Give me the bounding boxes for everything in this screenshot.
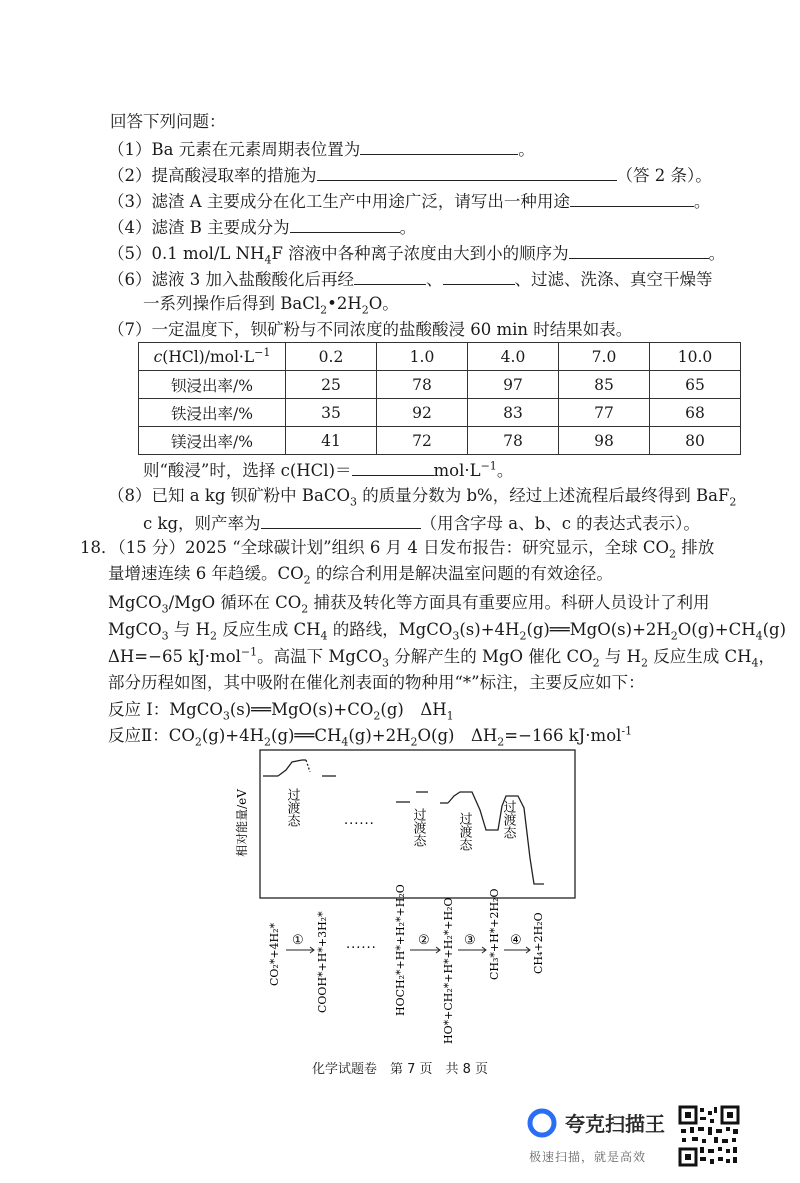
step-label: ④ bbox=[510, 933, 522, 948]
species-label: CH₃*+H*+2H₂O bbox=[488, 888, 501, 980]
ts1-descend bbox=[306, 760, 310, 772]
table-cell: 72 bbox=[377, 427, 468, 455]
ts-label-3: 过渡态 bbox=[456, 812, 472, 851]
question-18-line2: 量增速连续 6 年趋缓。$CO_2$ 的综合利用是解决温室问题的有效途径。 bbox=[108, 564, 613, 587]
question-1: （1）Ba 元素在元素周期表位置为 。 bbox=[108, 137, 535, 161]
brand-name: 夸克扫描王 bbox=[565, 1112, 665, 1136]
answer-blank[interactable] bbox=[443, 267, 515, 285]
step-label: ② bbox=[418, 933, 430, 948]
table-cell: 92 bbox=[377, 399, 468, 427]
table-cell: 80 bbox=[650, 427, 741, 455]
table-cell: 7.0 bbox=[559, 343, 650, 371]
qr-code-icon[interactable] bbox=[678, 1105, 740, 1167]
question-18-line3: MgCO$_3$/MgO 循环在 $CO_2$ 捕获及转化等方面具有重要应用。科研人员设计了利用 bbox=[108, 593, 710, 616]
question-7: （7）一定温度下，钡矿粉与不同浓度的盐酸酸浸 60 min 时结果如表。 bbox=[108, 320, 633, 339]
table-cell: 98 bbox=[559, 427, 650, 455]
question-8-line2: c kg，则产率为 （用含字母 a、b、c 的表达式表示）。 bbox=[143, 511, 700, 535]
answer-blank[interactable] bbox=[317, 163, 617, 181]
answer-blank[interactable] bbox=[261, 511, 421, 529]
table-cell: 1.0 bbox=[377, 343, 468, 371]
step-label: ① bbox=[292, 933, 304, 948]
answer-blank[interactable] bbox=[352, 458, 434, 476]
question-4: （4）滤渣 B 主要成分为 。 bbox=[108, 215, 416, 239]
species-label: CH₄+2H₂O bbox=[532, 912, 545, 974]
table-cell: 77 bbox=[559, 399, 650, 427]
question-2: （2）提高酸浸取率的措施为 （答 2 条）。 bbox=[108, 163, 712, 187]
row-label: 钡浸出率/% bbox=[139, 371, 286, 399]
leaching-table bbox=[138, 342, 741, 455]
question-6-line2: 一系列操作后得到 $BaCl_2•2H_2O$。 bbox=[143, 294, 399, 317]
table-cell: 68 bbox=[650, 399, 741, 427]
ts-label-4: 过渡态 bbox=[500, 800, 516, 839]
table-cell: 85 bbox=[559, 371, 650, 399]
table-row bbox=[139, 399, 741, 427]
answer-blank[interactable] bbox=[360, 137, 518, 155]
question-18-line4: MgCO$_3$ 与 $H_2$ 反应生成 $CH_4$ 的路线，$MgCO_3(s)+4H_2(g)══MgO(s)+2H_2O(g)+CH_4(g)$ bbox=[108, 620, 787, 643]
reaction-2: 反应Ⅱ：$CO_2(g)+4H_2(g)══CH_4(g)+2H_2O(g)$ $\Delta H_2=-166$ kJ·mol$^{-1}$ bbox=[108, 724, 633, 749]
question-6: （6）滤液 3 加入盐酸酸化后再经 、 、过滤、洗涤、真空干燥等 bbox=[108, 267, 713, 291]
table-row bbox=[139, 427, 741, 455]
ts1-curve bbox=[278, 760, 302, 776]
answer-blank[interactable] bbox=[569, 241, 709, 259]
answer-blank[interactable] bbox=[570, 189, 694, 207]
question-3: （3）滤渣 A 主要成分在化工生产中用途广泛，请写出一种用途 。 bbox=[108, 189, 710, 213]
question-18-line6: 部分历程如图，其中吸附在催化剂表面的物种用“*”标注，主要反应如下： bbox=[108, 673, 645, 692]
table-cell: 35 bbox=[286, 399, 377, 427]
table-cell: 97 bbox=[468, 371, 559, 399]
table-row bbox=[139, 371, 741, 399]
brand-tagline: 极速扫描，就是高效 bbox=[529, 1150, 647, 1164]
table-cell: 25 bbox=[286, 371, 377, 399]
table-cell: 4.0 bbox=[468, 343, 559, 371]
ts-label-1: 过渡态 bbox=[284, 788, 300, 827]
table-cell: 0.2 bbox=[286, 343, 377, 371]
page-footer: 化学试题卷 第 7 页 共 8 页 bbox=[311, 1062, 489, 1077]
species-label: HOCH₂*+H*+H₂*+H₂O bbox=[394, 884, 407, 1016]
table-header-cell: $c(HCl)/mol\cdot L^{-1}$ bbox=[139, 343, 286, 371]
table-cell: 78 bbox=[468, 427, 559, 455]
row-label: 铁浸出率/% bbox=[139, 399, 286, 427]
question-18-head: 18．（15 分）2025 “全球碳计划”组织 6 月 4 日发布报告：研究显示，全球 $CO_2$ 排放 bbox=[80, 538, 715, 561]
ts-label-2: 过渡态 bbox=[410, 808, 426, 847]
table-cell: 10.0 bbox=[650, 343, 741, 371]
question-7-answer: 则“酸浸”时，选择 $c(HCl)= mol\cdot L^{-1}$。 bbox=[143, 459, 514, 480]
table-cell: 65 bbox=[650, 371, 741, 399]
energy-diagram bbox=[230, 748, 580, 1048]
table-header-row bbox=[139, 343, 741, 371]
table-cell: 78 bbox=[377, 371, 468, 399]
diagram-ylabel: 相对能量/eV bbox=[235, 789, 249, 857]
reaction-1: 反应 I：$MgCO_3(s)══MgO(s)+CO_2(g)$ $\Delta H_1$ bbox=[108, 700, 454, 723]
answer-blank[interactable] bbox=[290, 215, 400, 233]
species-label: CO₂*+4H₂* bbox=[268, 922, 281, 986]
table-cell: 41 bbox=[286, 427, 377, 455]
intro-text: 回答下列问题： bbox=[110, 112, 226, 131]
question-5: （5）0.1 mol/L $NH_4F$ 溶液中各种离子浓度由大到小的顺序为 。 bbox=[108, 241, 725, 265]
species-label: COOH*+H*+3H₂* bbox=[316, 911, 329, 1013]
dots-bottom: ...... bbox=[346, 937, 377, 952]
answer-blank[interactable] bbox=[354, 267, 426, 285]
scanner-logo-icon bbox=[527, 1108, 557, 1138]
table-cell: 83 bbox=[468, 399, 559, 427]
dots-top: ...... bbox=[344, 813, 375, 828]
species-label: HO*+CH₂*+H*+H₂*+H₂O bbox=[442, 897, 455, 1044]
question-18-line5: ΔH=−65 kJ·mol$^{-1}$。高温下 MgCO$_3$ 分解产生的 MgO 催化 $CO_2$ 与 $H_2$ 反应生成 $CH_4$， bbox=[108, 645, 776, 670]
step-label: ③ bbox=[464, 933, 476, 948]
row-label: 镁浸出率/% bbox=[139, 427, 286, 455]
question-8: （8）已知 a kg 钡矿粉中 BaCO$_3$ 的质量分数为 b%，经过上述流程后最终得到 BaF$_2$ bbox=[108, 486, 737, 509]
